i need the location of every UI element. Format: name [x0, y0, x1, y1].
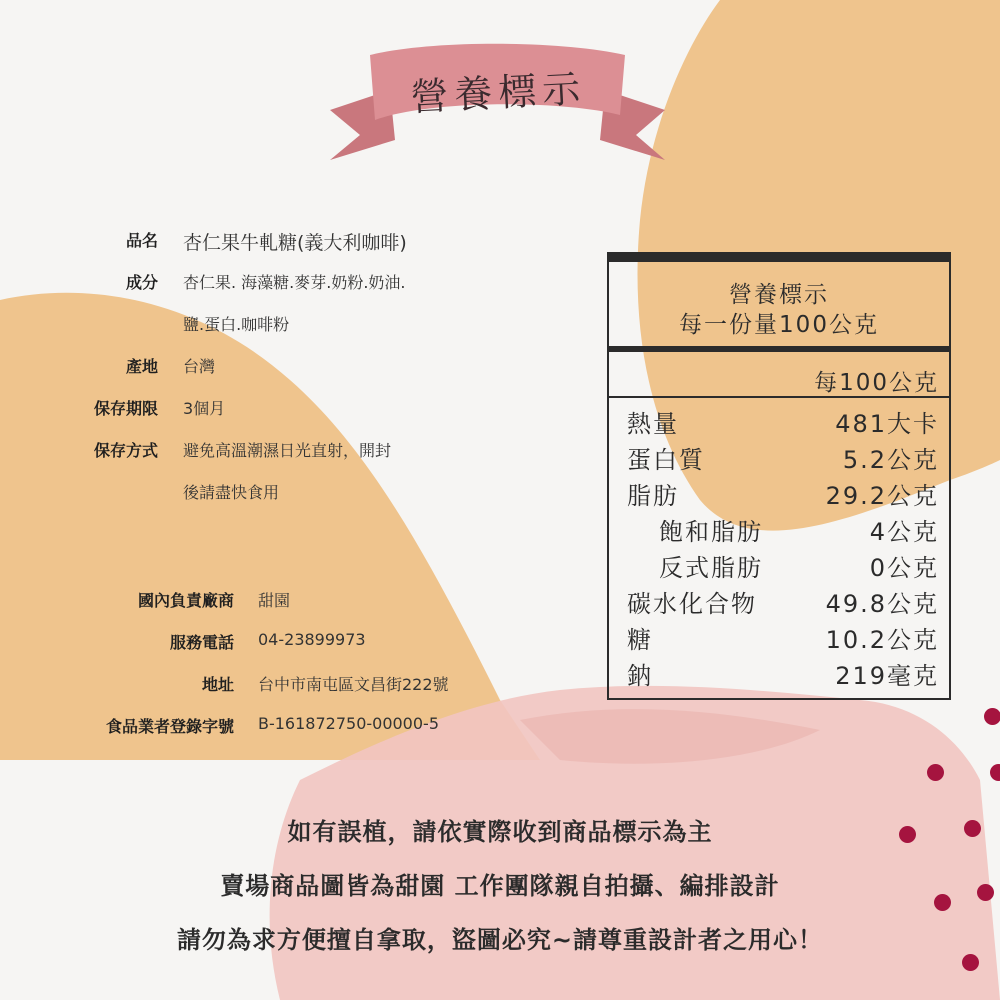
- decorative-dot: [962, 954, 979, 971]
- nutrition-serving: 每一份量100公克: [679, 312, 879, 338]
- nutrient-name: 反式脂肪: [659, 554, 763, 582]
- name-label: 品名: [125, 231, 158, 250]
- nutrient-name: 鈉: [627, 662, 653, 690]
- nutrient-name: 糖: [627, 626, 653, 654]
- ingredients-line1: 杏仁果. 海藻糖.麥芽.奶粉.奶油.: [183, 273, 406, 292]
- decorative-dot: [899, 826, 916, 843]
- nutrient-value: 10.2公克: [825, 626, 939, 654]
- shelf-life-value: 3個月: [183, 399, 226, 418]
- ingredients-label: 成分: [125, 273, 158, 292]
- maker-value: 甜園: [258, 591, 291, 610]
- origin-value: 台灣: [183, 357, 216, 376]
- address-label: 地址: [201, 675, 234, 694]
- registration-value: B-161872750-00000-5: [258, 714, 439, 733]
- nutrient-value: 49.8公克: [825, 590, 939, 618]
- decorative-dot: [927, 764, 944, 781]
- nutrition-mid-bar: [609, 346, 949, 352]
- ribbon-title: 營養標示: [409, 66, 588, 120]
- nutrient-name: 碳水化合物: [627, 590, 757, 618]
- nutrition-top-bar: [609, 254, 949, 262]
- maker-label: 國內負責廠商: [137, 591, 234, 610]
- phone-label: 服務電話: [169, 633, 234, 652]
- nutrient-value: 219毫克: [835, 662, 939, 690]
- nutrient-value: 5.2公克: [842, 446, 939, 474]
- note-line-2: 賣場商品圖皆為甜園 工作團隊親自拍攝、編排設計: [220, 872, 780, 900]
- nutrient-name: 熱量: [627, 410, 679, 438]
- decorative-dot: [964, 820, 981, 837]
- address-value: 台中市南屯區文昌街222號: [258, 675, 449, 694]
- name-value: 杏仁果牛軋糖(義大利咖啡): [183, 232, 407, 254]
- nutrition-title: 營養標示: [729, 282, 829, 308]
- nutrient-value: 0公克: [869, 554, 939, 582]
- phone-value: 04-23899973: [258, 630, 366, 649]
- storage-label: 保存方式: [93, 441, 158, 460]
- registration-label: 食品業者登錄字號: [105, 717, 234, 736]
- decorative-dot: [977, 884, 994, 901]
- decorative-dot: [934, 894, 951, 911]
- decorative-dot: [990, 764, 1000, 781]
- storage-line1: 避免高溫潮濕日光直射，開封: [183, 441, 392, 460]
- origin-label: 產地: [125, 357, 158, 376]
- note-line-1: 如有誤植，請依實際收到商品標示為主: [287, 818, 713, 846]
- decorative-dot: [984, 708, 1000, 725]
- nutrition-per-header: 每100公克: [814, 370, 939, 396]
- nutrient-name: 蛋白質: [627, 446, 705, 474]
- nutrient-name: 飽和脂肪: [659, 518, 763, 546]
- storage-line2: 後請盡快食用: [183, 483, 280, 502]
- nutrient-name: 脂肪: [627, 482, 679, 510]
- note-line-3: 請勿為求方便擅自拿取，盜圖必究~請尊重設計者之用心！: [176, 926, 824, 954]
- ingredients-line2: 鹽.蛋白.咖啡粉: [183, 315, 290, 334]
- nutrient-value: 481大卡: [835, 410, 939, 438]
- nutrient-value: 4公克: [869, 518, 939, 546]
- shelf-life-label: 保存期限: [93, 399, 158, 418]
- nutrient-value: 29.2公克: [825, 482, 939, 510]
- nutrition-table: [607, 252, 951, 700]
- nutrition-divider: [609, 396, 949, 398]
